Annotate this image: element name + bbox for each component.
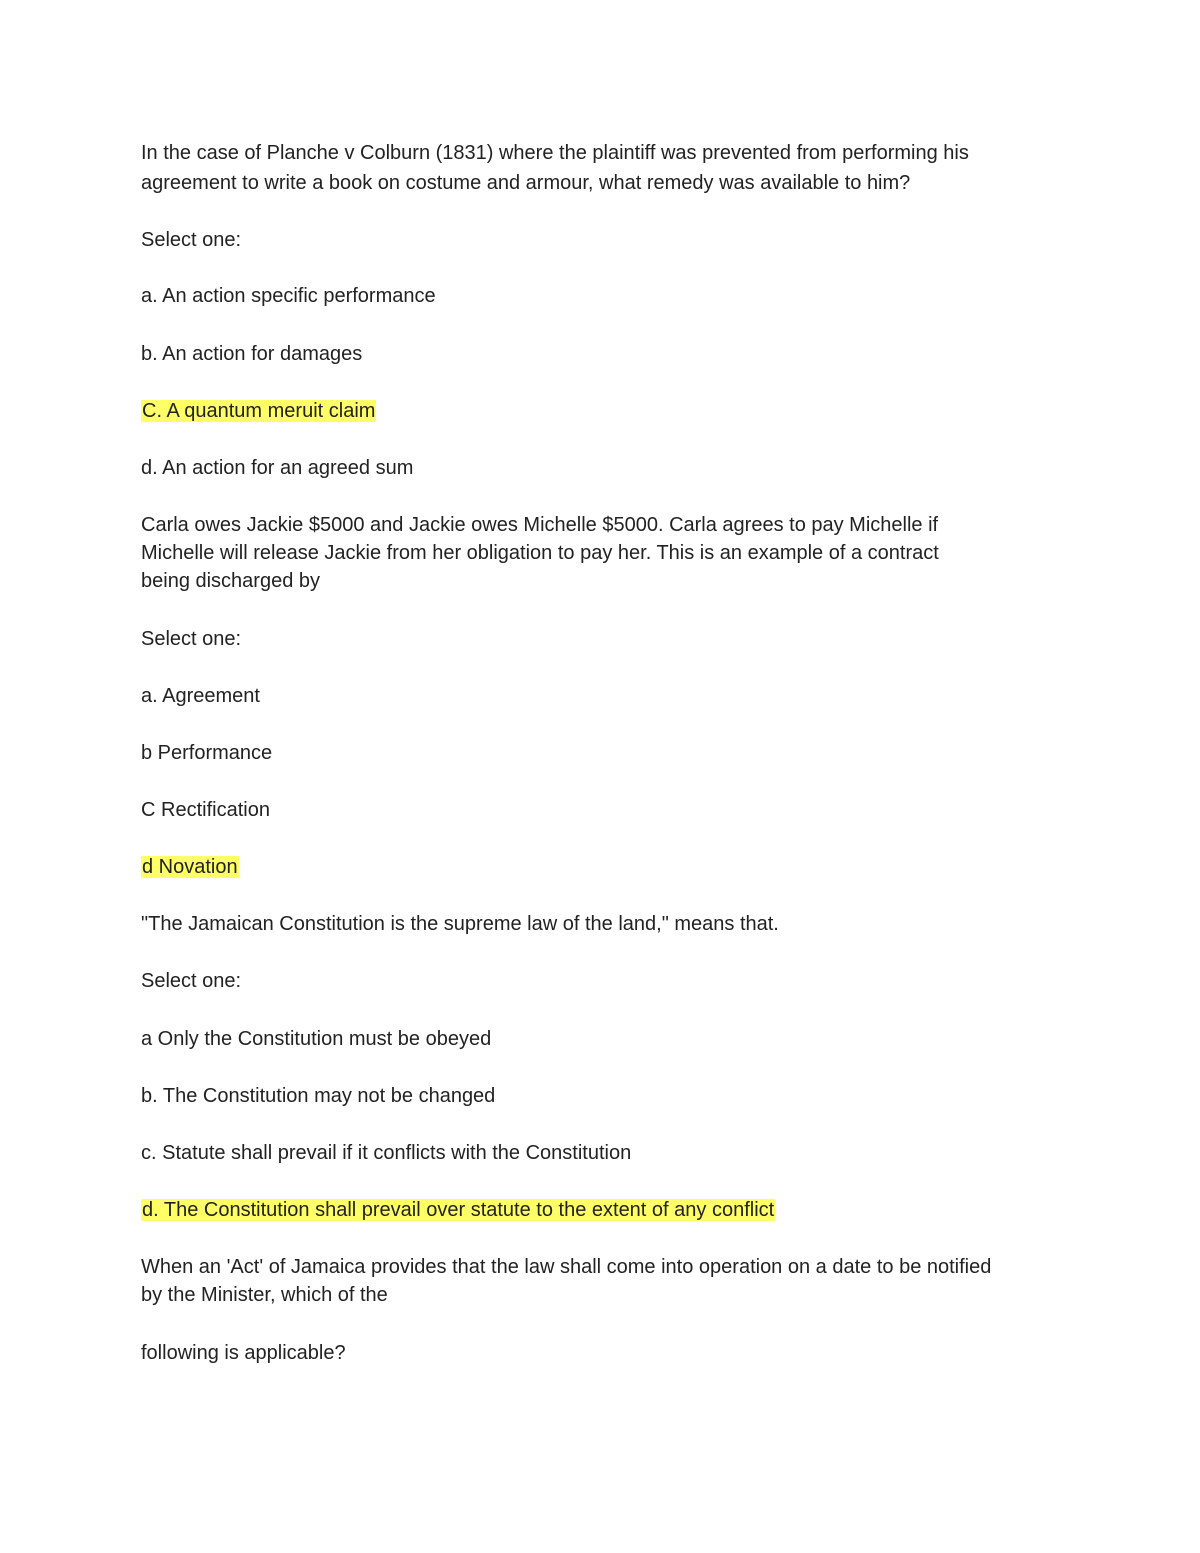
question-1-line-1: In the case of Planche v Colburn (1831) where the plaintiff was prevented from performing his	[141, 142, 969, 164]
question-3-line-1: "The Jamaican Constitution is the supreme law of the land," means that.	[141, 913, 779, 935]
question-3-prompt: Select one:	[141, 970, 242, 992]
question-1-option-a: a. An action specific performance	[141, 285, 436, 307]
question-1-option-d: d. An action for an agreed sum	[141, 457, 414, 479]
question-2-prompt: Select one:	[141, 628, 242, 650]
question-1-prompt: Select one:	[141, 229, 242, 251]
question-2-option-c: C Rectification	[141, 799, 270, 821]
question-2-option-a: a. Agreement	[141, 685, 260, 707]
question-2-line-2: Michelle will release Jackie from her obligation to pay her. This is an example of a contract	[141, 542, 939, 564]
question-1-line-2: agreement to write a book on costume and armour, what remedy was available to him?	[141, 172, 911, 194]
answer-highlight: d Novation	[142, 856, 238, 878]
question-2-option-b: b Performance	[141, 742, 273, 764]
question-1-option-b: b. An action for damages	[141, 343, 363, 365]
question-1-option-c-answer	[141, 397, 376, 425]
question-2-line-3: being discharged by	[141, 570, 321, 592]
question-3-option-c: c. Statute shall prevail if it conflicts with the Constitution	[141, 1142, 632, 1164]
question-3-option-b: b. The Constitution may not be changed	[141, 1085, 496, 1107]
question-3-option-a: a Only the Constitution must be obeyed	[141, 1028, 492, 1050]
question-4-line-2: by the Minister, which of the	[141, 1284, 388, 1306]
question-2-line-1: Carla owes Jackie $5000 and Jackie owes Michelle $5000. Carla agrees to pay Michelle if	[141, 514, 939, 536]
question-4-line-1: When an 'Act' of Jamaica provides that the law shall come into operation on a date to be notified	[141, 1256, 992, 1278]
question-2-option-d-answer	[141, 853, 239, 881]
answer-highlight: C. A quantum meruit claim	[142, 400, 376, 422]
answer-highlight: d. The Constitution shall prevail over statute to the extent of any conflict	[142, 1199, 775, 1221]
question-3-option-d-answer	[141, 1196, 775, 1224]
question-4-continuation: following is applicable?	[141, 1342, 346, 1364]
